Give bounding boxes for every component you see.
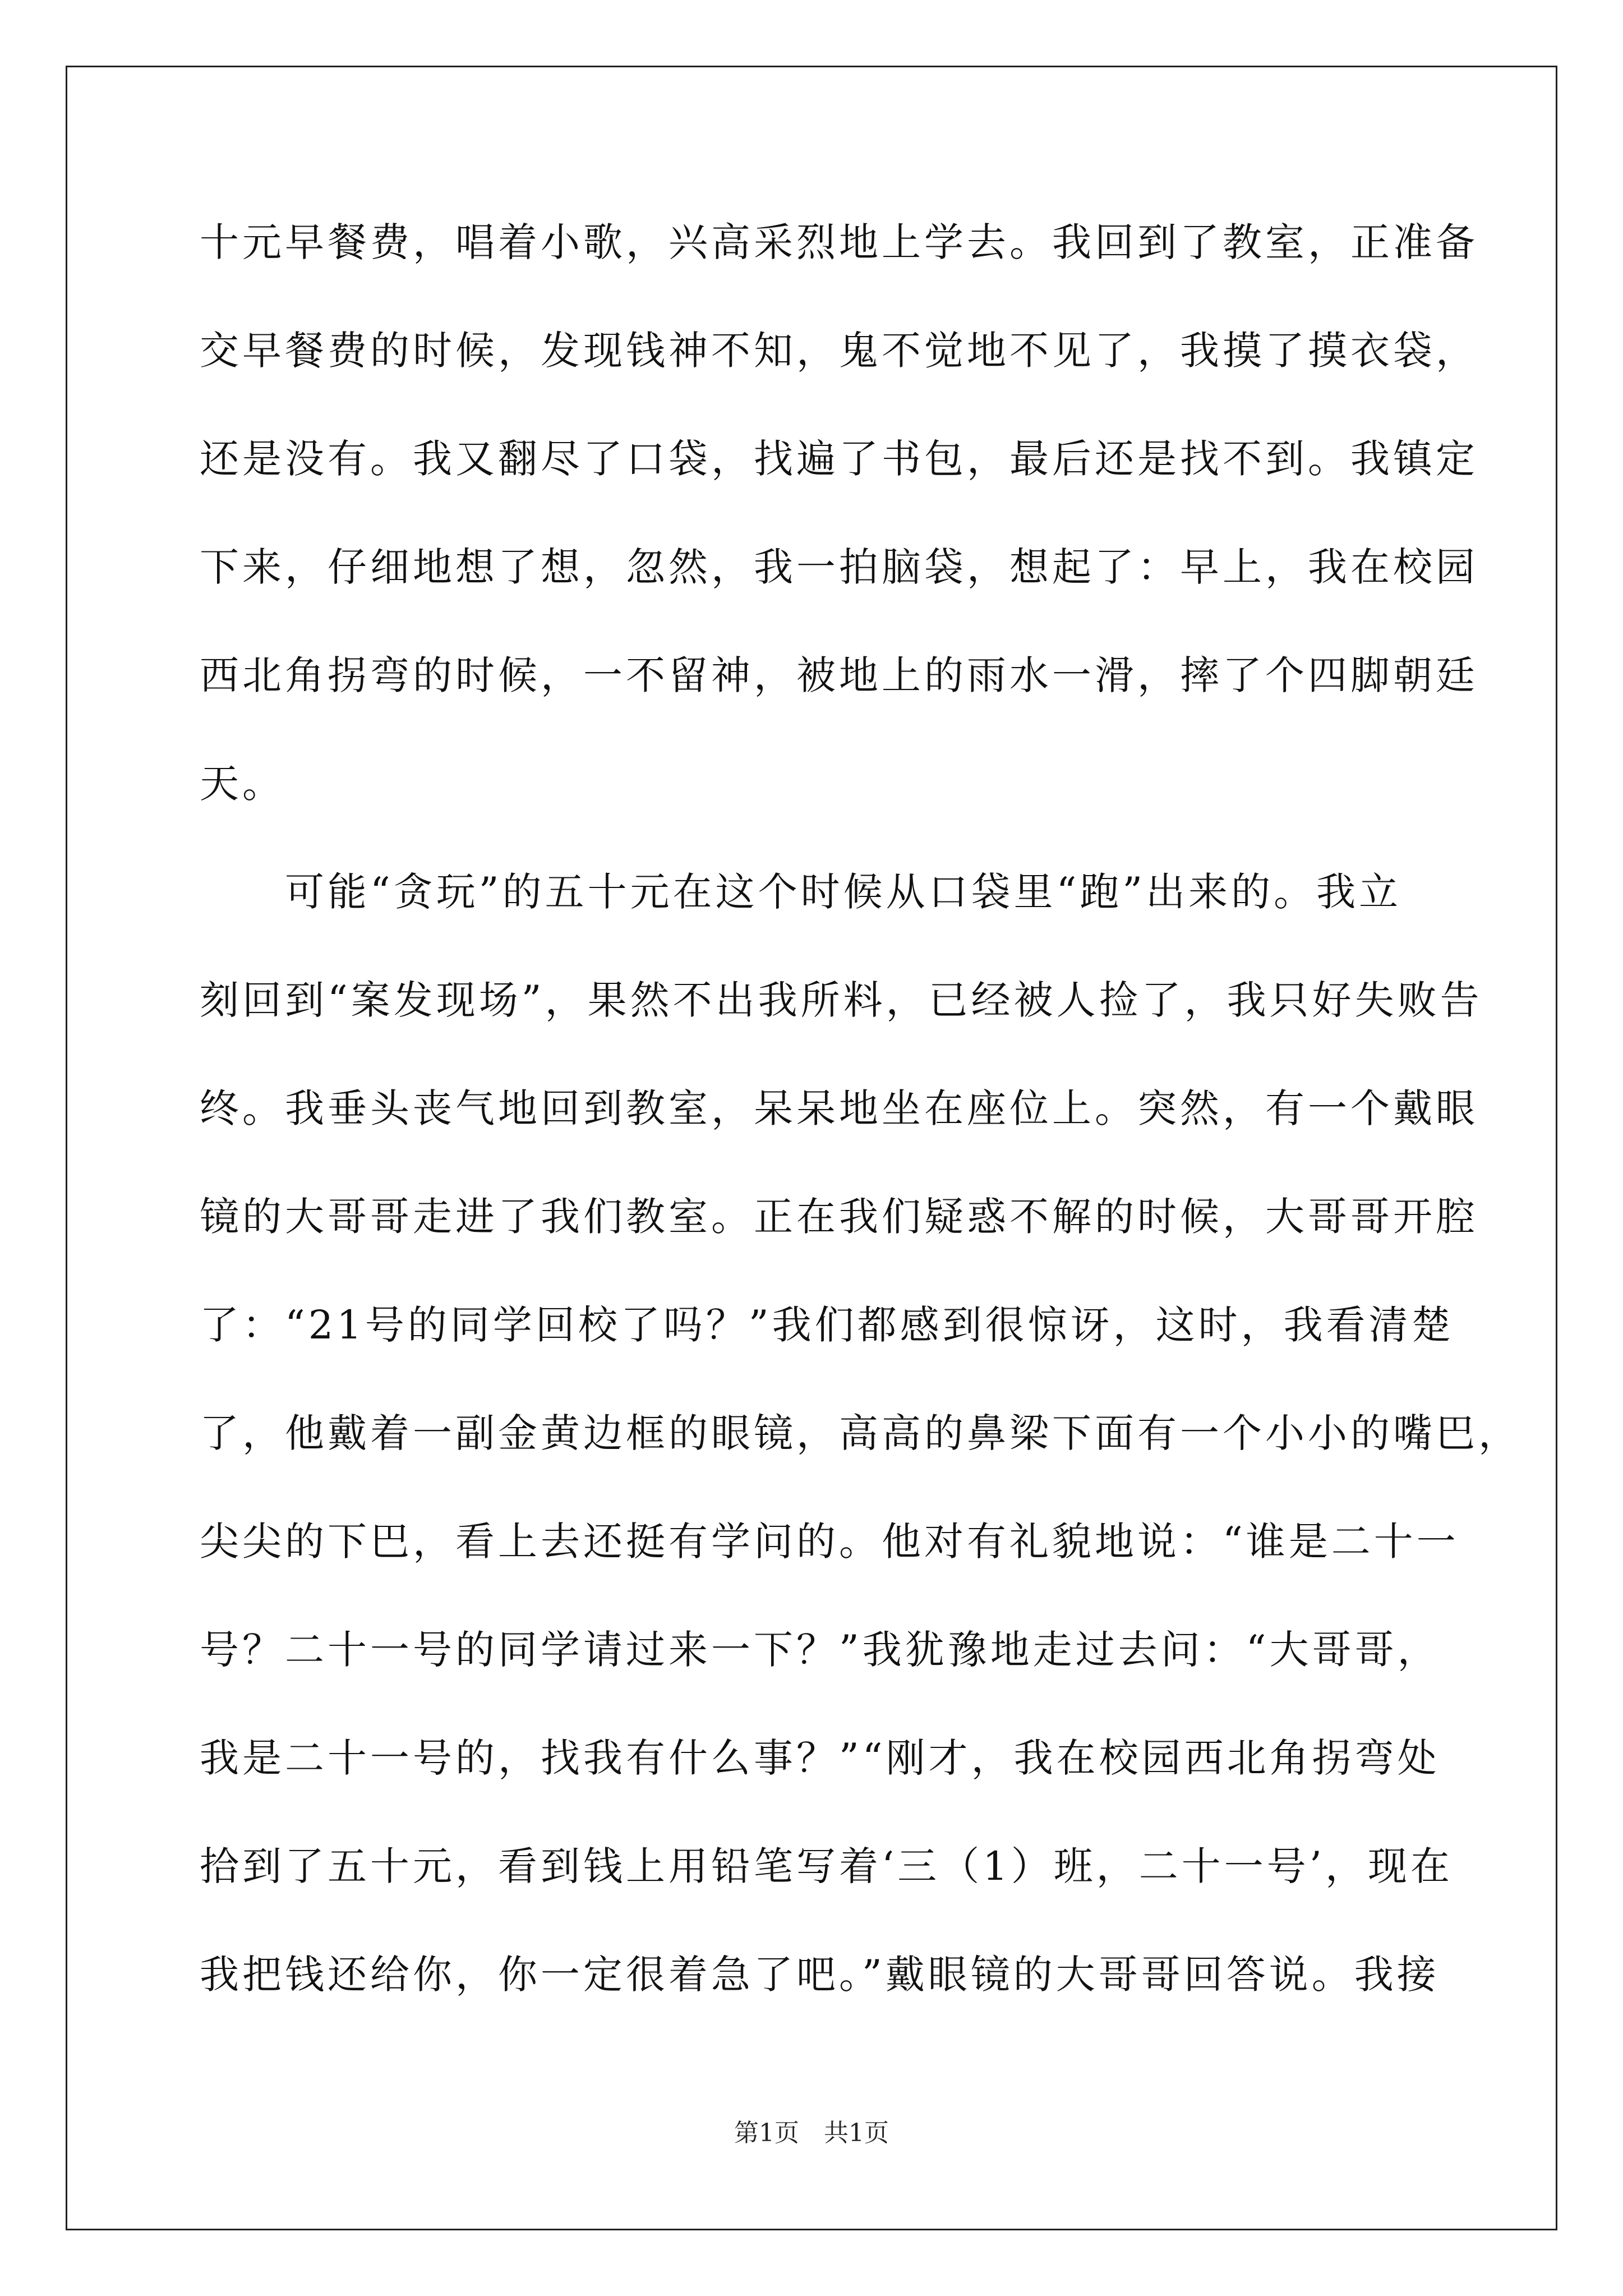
text-line: 下来，仔细地想了想，忽然，我一拍脑袋，想起了：早上，我在校园 (200, 544, 1478, 590)
text-line: 我把钱还给你，你一定很着急了吧。”戴眼镜的大哥哥回答说。我接 (200, 1952, 1440, 1998)
text-line: 了，他戴着一副金黄边框的眼镜，高高的鼻梁下面有一个小小的嘴巴， (200, 1410, 1521, 1456)
text-line: 终。我垂头丧气地回到教室，呆呆地坐在座位上。突然，有一个戴眼 (200, 1085, 1478, 1131)
text-line: 还是没有。我又翻尽了口袋，找遍了书包，最后还是找不到。我镇定 (200, 436, 1478, 482)
text-line: 了：“21号的同学回校了吗？”我们都感到很惊讶，这时，我看清楚 (200, 1302, 1454, 1348)
page-border (66, 66, 1557, 2230)
text-line: 可能“贪玩”的五十元在这个时候从口袋里“跑”出来的。我立 (200, 869, 1402, 915)
text-line: 号？二十一号的同学请过来一下？”我犹豫地走过去问：“大哥哥， (200, 1627, 1440, 1673)
text-line: 尖尖的下巴，看上去还挺有学问的。他对有礼貌地说：“谁是二十一 (200, 1519, 1459, 1565)
page-footer: 第1页 共1页 (734, 2119, 889, 2147)
text-line: 拾到了五十元，看到钱上用铅笔写着‘三（1）班，二十一号’，现在 (200, 1843, 1454, 1889)
text-line: 交早餐费的时候，发现钱神不知，鬼不觉地不见了，我摸了摸衣袋， (200, 328, 1478, 374)
text-line: 十元早餐费，唱着小歌，兴高采烈地上学去。我回到了教室，正准备 (200, 219, 1478, 265)
text-line: 我是二十一号的，找我有什么事？”“刚才，我在校园西北角拐弯处 (200, 1735, 1440, 1781)
text-line: 镜的大哥哥走进了我们教室。正在我们疑惑不解的时候，大哥哥开腔 (200, 1194, 1478, 1240)
text-line: 西北角拐弯的时候，一不留神，被地上的雨水一滑，摔了个四脚朝廷 (200, 652, 1478, 698)
text-line: 天。 (200, 761, 285, 807)
text-line: 刻回到“案发现场”，果然不出我所料，已经被人捡了，我只好失败告 (200, 977, 1483, 1023)
